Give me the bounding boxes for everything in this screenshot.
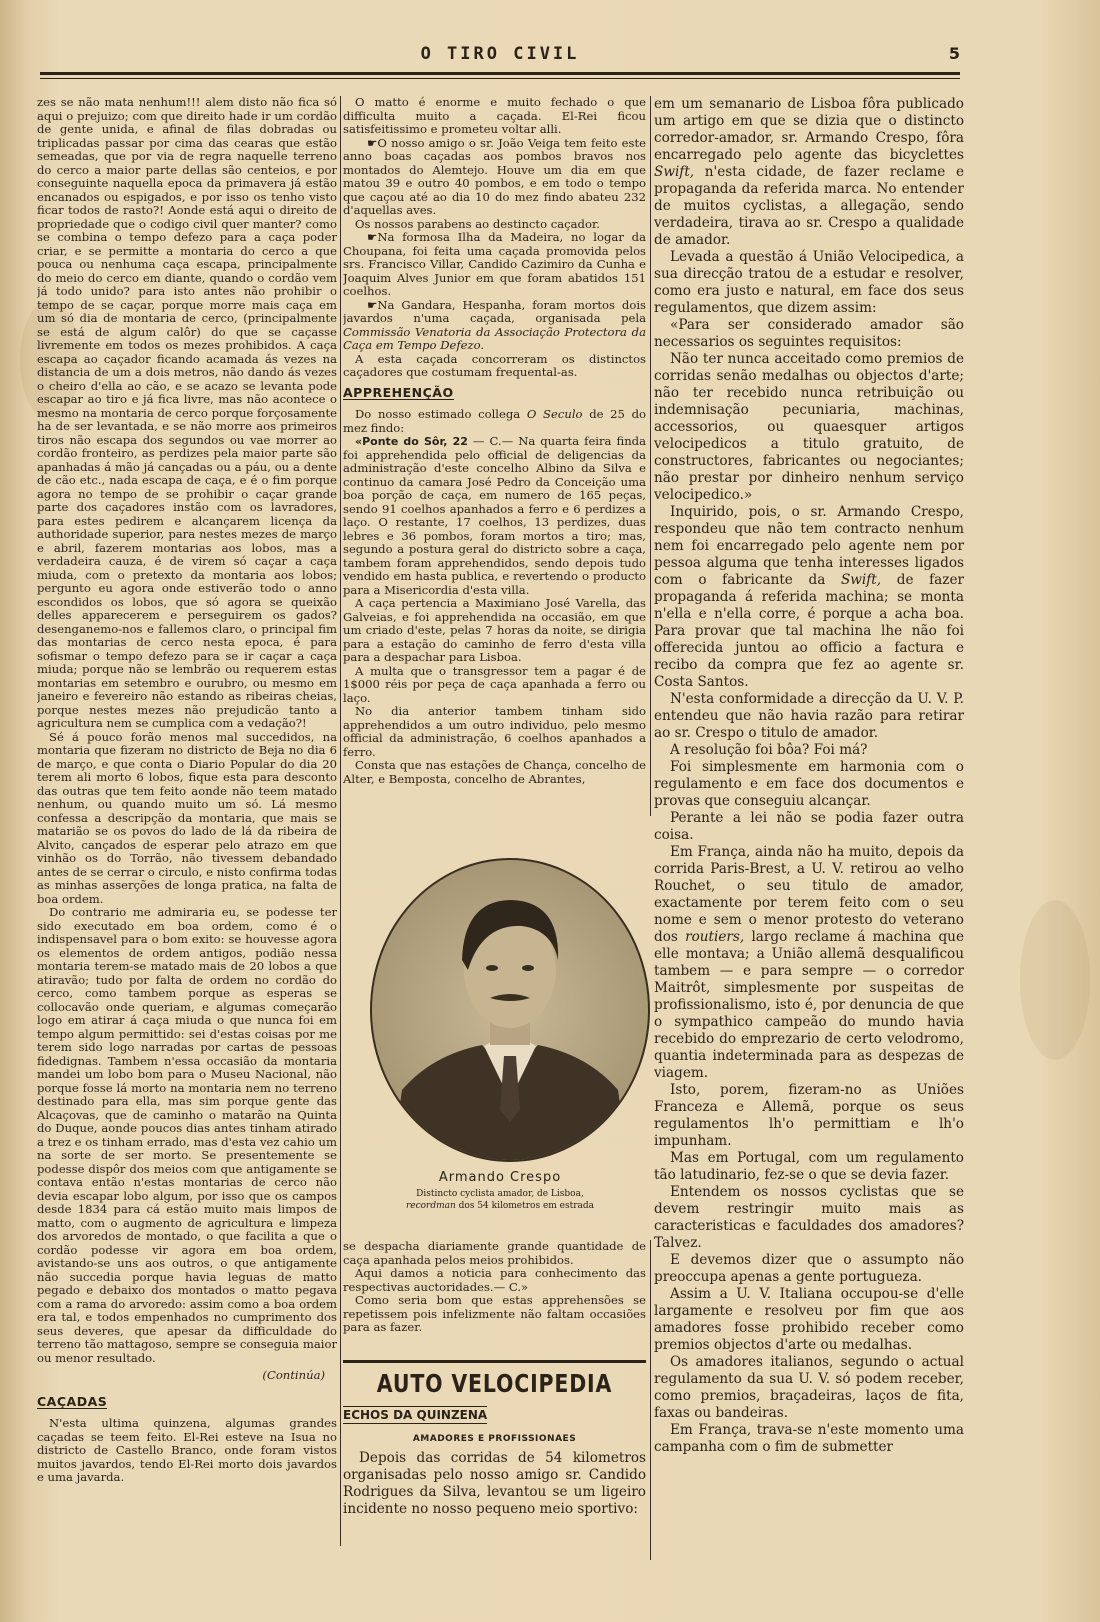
article-paragraph: A resolução foi bôa? Foi má? bbox=[670, 742, 868, 758]
article-paragraph: No dia anterior tambem tinham sido apprehendidos a um outro individuo, pelo mesmo official da administração, 6 coelhos apanhados a ferro. bbox=[343, 704, 646, 759]
article-paragraph: zes se não mata nenhum!!! alem disto não fica só aqui o prejuizo; com que direito hade ir um cordão de gente unida, e afinal de filas dobradas ou triplicadas passar por cima das cearas que estão semeadas, que por via de regra naquelle terreno do cerco a maior parte dellas são centeios, e por conseguinte naquella epoca da primavera já estão encanados ou espigados, e por isso os tenho visto ficar todos de rasto?! Aonde está aqui o direito de propriedade que o codigo civil quer manter? como se combina o tempo defezo para a caça poder criar, e se permitte a montaria do cerco a que pouca ou nenhuma caça escapa, principalmente do meio do cerco em diante, quando o cordão vem já todo unido? para isto antes não prohibir o tempo de se caçar, porque morre mais caça em um só dia de montaria de cerco, (principalmente se está de algum calôr) do que se caçasse livremente em todos os mezes prohibidos. A caça escapa ao caçador ficando acamada ás vezes na distancia de um a dois metros, não dando ás vezes o cheiro d'ella ao cão, e se acazo se levanta pode escapar ao tiro e já fica livre, mas não acontece o mesmo na montaria de cerco porque forçosamente ha de ser levantada, e se não morre aos primeiros tiros não escapa dos segundos ou vae morrer ao cordão fronteiro, as perdizes pela maior parte são apanhadas á mão já cançadas ou a páu, ou a dente de cão etc., nada escapa de caça, e é o fim porque agora no tempo de se prohibir o caçar grande parte dos caçadores instão com os lavradores, para estes pedirem e alcançarem licença da authoridade superior, para nestes mezes de março e abril, fazerem montarias aos lobos, mas a verdadeira cauza, é de virem só caçar a caça miuda, com o pretexto da montaria aos lobos; pergunto eu agora onde estiverão todo o anno escondidos os lobos, que só agora se queixão delles apparecerem e perseguirem os gados? desenganemo-nos e fallemos claro, o principal fim das montarias de cerco nesta epoca, é para sofismar o tempo defezo para se ir caçar a caça miuda; porque não se lembrão ou requerem estas montarias em setembro e ourubro, ou mesmo em janeiro e fevereiro não estando as ribeiras cheias, porque nestes mezes não prejudicão tanto a agricultura nem se cumplica com a vedação?! bbox=[37, 96, 337, 730]
article-paragraph: Consta que nas estações de Chança, concelho de Alter, e Bemposta, concelho de Abrantes, bbox=[343, 758, 646, 786]
article-paragraph: N'esta ultima quinzena, algumas grandes caçadas se teem feito. El-Rei esteve na Isua no districto de Castello Branco, onde foram vistos muitos javardos, tendo El-Rei morto dois javardos e uma javarda. bbox=[37, 1416, 337, 1484]
article-paragraph: Na formosa Ilha da Madeira, no logar da Choupana, foi feita uma caçada promovida pelos srs. Francisco Villar, Candido Cazimiro da Cunha e Joaquim Alves Junior em que foram abatidos 151 coelhos. bbox=[343, 230, 646, 298]
column-left bbox=[37, 96, 337, 1556]
article-text: Inquirido, pois, o sr. Armando Crespo, respondeu que não tem contracto nenhum nem foi encarregado pelo agente nem por pessoa alguma que tenha interesses ligados com o fabricante da bbox=[654, 504, 964, 588]
article-text: — C.— Na quarta feira finda foi apprehendida pelo official de deligencias da administração d'este concelho Albino da Silva e continuo da camara José Pedro da Conceição uma boa porção de caça, em numero de 165 peças, sendo 91 coelhos apanhados a ferro e 6 perdizes a laço. O restante, 17 coelhos, 13 perdizes, duas lebres e 36 pombos, foram mortos a tiro; mas, segundo a postura geral do districto sobre a caça, tambem foram apprehendidos, sendo depois tudo vendido em hasta publica, e revertendo o producto para a Misericordia d'esta villa. bbox=[343, 434, 646, 597]
newspaper-name: O Seculo bbox=[526, 407, 583, 421]
dateline: «Ponte do Sôr, 22 bbox=[355, 435, 468, 448]
article-paragraph: Do contrario me admiraria eu, se podesse ter sido executado em boa ordem, como é o indispensavel para o bom exito: se houvesse agora os elementos de ordem antigos, podião nessa montaria terem-se matado mais de 20 lobos a que atiravão; tudo por falta de ordem no cordão do cerco, como tambem porque as esperas se collocavão onde queriam, e algumas começarão logo em atirar á caça miuda o que nunca foi em tempo algum permittido: sei d'estas coisas por me terem sido logo narradas por cartas de pessoas fidedignas. Tambem n'essa occasião da montaria mandei um lobo bom para o Museu Nacional, não porque fosse lá morto na montaria nem no terreno destinado para ella, mas sim porque gente das Alcaçovas, que de caminho o matarão na Quinta do Duque, aonde poucos dias antes tinham atirado a trez e os tinham errado, mas d'esta vez cahio um na sorte de ser morto. Se presentemente se podesse dispôr dos meios com que antigamente se contava então n'estas montarias de cerco não devia escapar lobo algum, por isso que os campos desde 1834 para cá estão muito mais limpos de matto, com o augmento de agricultura e limpeza dos arvoredos de montado, o que facilita a que o cordão podesse vir agora em boa ordem, avistando-se uns aos outros, o que antigamente não succedia porque havia leguas de matto pegado e debaixo dos montados o matto pegava com a rama do arvoredo: assim como a boa ordem era tal, e todos empenhados no cumprimento dos seus deveres, que apesar da difficuldade do terreno tão mattagoso, sempre se conseguia maior ou menor resultado. bbox=[37, 905, 337, 1365]
article-paragraph: A esta caçada concorreram os distinctos caçadores que costumam frequental-as. bbox=[343, 351, 646, 379]
portrait-photo bbox=[370, 858, 650, 1162]
article-paragraph: Aqui damos a noticia para conhecimento das respectivas auctoridades.— C.» bbox=[343, 1266, 646, 1294]
article-paragraph: Na Gandara, Hespanha, foram mortos dois javardos n'uma caçada, organisada pela bbox=[343, 297, 646, 325]
article-text: em um semanario de Lisboa fôra publicado um artigo em que se dizia que o distincto corredor-amador, sr. Armando Crespo, fôra encarregado pelo agente das bicyclettes bbox=[654, 96, 964, 163]
article-paragraph: Perante a lei não se podia fazer outra coisa. bbox=[654, 810, 964, 843]
header-rule-thick bbox=[40, 72, 960, 75]
article-paragraph: se despacha diariamente grande quantidade de caça apanhada pelos meios prohibidos. bbox=[343, 1240, 646, 1267]
article-paragraph: A caça pertencia a Maximiano José Varella, das Galveias, e foi apprehendida na occasião, em que um criado d'este, pelas 7 horas da noite, se dirigia para a estação do caminho de ferro d'esta villa para a despachar para Lisboa. bbox=[343, 596, 646, 664]
article-paragraph: E devemos dizer que o assumpto não preoccupa apenas a gente portugueza. bbox=[654, 1252, 964, 1285]
auto-velocipedia-section bbox=[343, 1360, 646, 1518]
article-paragraph: «Para ser considerado amador são necessarios os seguintes requisitos: bbox=[654, 317, 964, 350]
term-routiers: routiers, bbox=[685, 929, 745, 945]
column-middle-upper bbox=[343, 96, 646, 831]
article-paragraph: Como seria bom que estas apprehensões se repetissem pois infelizmente não faltam occasiões para as fazer. bbox=[343, 1293, 646, 1334]
subheading-amadores: AMADORES E PROFISSIONAES bbox=[412, 1434, 577, 1444]
page-number: 5 bbox=[948, 44, 960, 63]
article-paragraph: Foi simplesmente em harmonia com o regulamento e em face dos documentos e provas que conseguiu alcançar. bbox=[654, 759, 964, 809]
association-name: Commissão Venatoria da Associação Protectora da Caça em Tempo Defezo. bbox=[343, 324, 646, 352]
caption-line: dos 54 kilometros em estrada bbox=[455, 1201, 595, 1211]
article-paragraph: Assim a U. V. Italiana occupou-se d'elle largamente e resolveu por fim que aos amadores fosse prohibido receber como premios objectos d'arte ou medalhas. bbox=[654, 1286, 964, 1353]
article-text: de 25 do mez findo: bbox=[343, 407, 646, 435]
paper-stain bbox=[1020, 900, 1090, 1060]
article-text: Do nosso estimado collega bbox=[355, 407, 527, 421]
article-paragraph: A multa que o transgressor tem a pagar é de 1$000 réis por peça de caça apanhada a ferro ou laço. bbox=[343, 663, 646, 705]
article-paragraph: O nosso amigo o sr. João Veiga tem feito este anno boas caçadas aos pombos bravos nos montados do Alemtejo. Houve um dia em que matou 39 e outro 40 pombos, e em todo o tempo que caçou até ao dia 10 do mez findo abateu 232 d'aquellas aves. bbox=[343, 135, 646, 217]
article-text: Em França, ainda não ha muito, depois da corrida Paris-Brest, a U. V. retirou ao velho Rouchet, o seu titulo de amador, exactamente por terem feito com o seu nome e sem o menor protesto do veterano dos bbox=[654, 844, 964, 945]
article-paragraph: Em França, trava-se n'este momento uma campanha com o fim de submetter bbox=[654, 1422, 964, 1455]
article-paragraph: Entendem os nossos cyclistas que se devem restringir muito mais as caracteristicas e faculdades dos amadores? Talvez. bbox=[654, 1184, 964, 1251]
brand-name: Swift, bbox=[840, 572, 882, 588]
section-heading-echos: ECHOS DA QUINZENA bbox=[343, 1408, 488, 1422]
newspaper-title: O TIRO CIVIL bbox=[420, 44, 580, 64]
pointing-hand-icon: ☛ bbox=[367, 230, 378, 244]
portrait-illustration bbox=[372, 860, 648, 1160]
pointing-hand-icon: ☛ bbox=[367, 297, 378, 312]
article-paragraph: Sé á pouco forão menos mal succedidos, na montaria que fizeram no districto de Beja no dia 6 de março, e que conta o Diario Popular do dia 20 terem ali morto 6 lobos, fique esta para desconto das outras que tem feito aonde não teem matado nenhum, ou quando muito um só. Lá mesmo confessa a descripção da montaria, que mais se matarião se os povos do lado de lá da ribeira de Alvito, cançados de esperar pelo atrazo em que vinhão os do Torrão, não tivessem debandado antes de se cerrar o circulo, e nisto confirma todas as minhas asserções de longa pratica, na falta de boa ordem. bbox=[37, 729, 337, 906]
section-title-auto-velocipedia: AUTO VELOCIPEDIA bbox=[376, 1369, 613, 1398]
article-paragraph: Depois das corridas de 54 kilometros organisadas pelo nosso amigo sr. Candido Rodrigues da Silva, levantou se um ligeiro incidente no nosso pequeno meio sportivo: bbox=[343, 1450, 646, 1517]
caption-description bbox=[350, 1188, 650, 1212]
article-paragraph: Os amadores italianos, segundo o actual regulamento da sua U. V. só podem receber, como premios, braçadeiras, laços de fita, faxas ou bandeiras. bbox=[654, 1354, 964, 1421]
header-rule-thin bbox=[40, 78, 960, 79]
article-paragraph: Isto, porem, fizeram-no as Uniões Franceza e Allemã, porque os seus regulamentos lh'o permittiam e lh'o impunham. bbox=[654, 1082, 964, 1149]
article-text: n'esta cidade, de fazer reclame e propaganda da referida marca. No entender de muitos cyclistas, a allegação, sendo verdadeira, tirava ao sr. Crespo a qualidade de amador. bbox=[654, 164, 964, 248]
column-divider bbox=[650, 1240, 651, 1560]
page-header bbox=[40, 42, 960, 82]
section-heading-apprehensao: APPREHENÇÃO bbox=[343, 384, 454, 400]
section-heading-cacadas: CAÇADAS bbox=[37, 1393, 108, 1409]
column-divider bbox=[340, 96, 341, 1546]
article-paragraph: Os nossos parabens ao destincto caçador. bbox=[355, 216, 600, 231]
article-paragraph: Mas em Portugal, com um regulamento tão latudinario, fez-se o que se devia fazer. bbox=[654, 1150, 964, 1183]
article-paragraph: Não ter nunca acceitado como premios de corridas senão medalhas ou objectos d'arte; não ter recebido nunca retribuição ou indemnisação pecuniaria, machinas, accessorios, ou quaesquer artigos velocipedicos a titulo gratuito, de constructores, fabricantes ou negociantes; não prestar por dinheiro nenhum serviço velocipedico.» bbox=[654, 351, 964, 503]
continued-note: (Continúa) bbox=[262, 1368, 325, 1382]
article-text: largo reclame á machina que elle montava; a União allemã desqualificou tambem — e para sempre — o corredor Maitrôt, simplesmente por suspeitas de profissionalismo, isto é, por denuncia de que o sympathico campeão do mundo havia recebido do emprezario de certo velodromo, quantia indeterminada para as despezas de viagem. bbox=[654, 929, 964, 1081]
column-divider bbox=[650, 96, 651, 816]
article-text: de fazer propaganda á referida machina; se monta n'ella e n'ella corre, é porque a acha boa. Para provar que tal machina lhe não foi offerecida juntou ao officio a factura e recibo da compra que fez ao agente sr. Costa Santos. bbox=[654, 572, 964, 690]
column-right bbox=[654, 96, 964, 1576]
photo-caption bbox=[350, 1170, 650, 1212]
brand-name: Swift, bbox=[654, 164, 695, 180]
article-paragraph: Levada a questão á União Velocipedica, a sua direcção tratou de a estudar e resolver, como era justo e natural, em face dos seus regulamentos, que dizem assim: bbox=[654, 249, 964, 316]
article-paragraph: O matto é enorme e muito fechado o que difficulta muito a caçada. El-Rei ficou satisfeitissimo e prometeu voltar alli. bbox=[343, 96, 646, 136]
article-paragraph: N'esta conformidade a direcção da U. V. P. entendeu que não havia razão para retirar ao sr. Crespo o titulo de amador. bbox=[654, 691, 964, 741]
section-rule bbox=[343, 1360, 646, 1363]
caption-term: recordman bbox=[405, 1201, 456, 1211]
caption-name: Armando Crespo bbox=[438, 1170, 562, 1185]
pointing-hand-icon: ☛ bbox=[367, 135, 378, 150]
caption-line: Distincto cyclista amador, de Lisboa, bbox=[416, 1189, 584, 1199]
